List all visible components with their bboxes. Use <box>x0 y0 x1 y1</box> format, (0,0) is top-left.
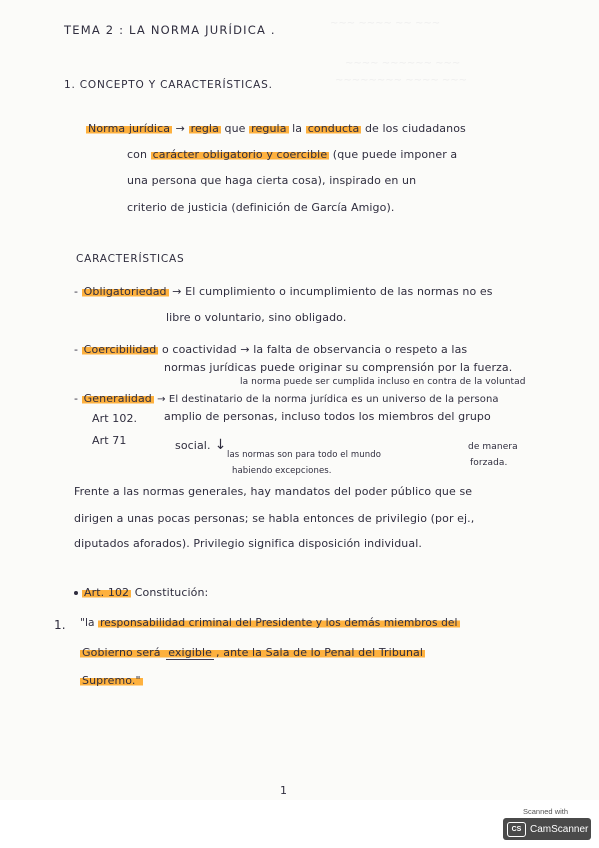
quote-line-1: "la responsabilidad criminal del Presidente y los demás miembros del <box>80 617 458 629</box>
show-through-text: ~~~~~~~~ ~~~~ ~~~ <box>335 75 468 86</box>
generalidad-right-note-1: de manera <box>468 442 518 452</box>
highlight-quote: , ante la Sala de lo Penal del Tribunal <box>216 646 424 659</box>
underlined-word: exigible <box>168 646 213 659</box>
highlight-word: conducta <box>307 122 360 135</box>
article-number: 1. <box>54 618 66 632</box>
highlight-term: Obligatoriedad <box>83 285 167 298</box>
camscanner-logo-pill <box>503 818 591 840</box>
characteristic-obligatoriedad: - Obligatoriedad → El cumplimiento o incumplimiento de las normas no es <box>74 285 493 298</box>
section-heading: 1. CONCEPTO Y CARACTERÍSTICAS. <box>64 79 273 91</box>
definition-line-2: con carácter obligatorio y coercible (que puede imponer a <box>127 148 458 161</box>
definition-line-4: criterio de justicia (definición de García Amigo). <box>127 201 395 214</box>
highlight-quote: responsabilidad criminal del Presidente y los demás miembros del <box>100 617 458 629</box>
show-through-text: ~~~ ~~~~ ~~ ~~~ <box>330 18 441 29</box>
highlight-quote: Supremo." <box>82 674 141 687</box>
camscanner-logo-icon: CS <box>507 822 526 837</box>
quote-line-2 <box>80 646 425 659</box>
highlight-word: regula <box>251 122 287 135</box>
page-number: 1 <box>280 784 288 797</box>
down-arrow-icon: ↓ <box>214 437 227 453</box>
article-heading: Art. 102 Constitución: <box>74 586 208 599</box>
highlight-term: Norma jurídica <box>88 122 171 135</box>
characteristic-generalidad-cont: amplio de personas, incluso todos los miembros del grupo <box>164 410 491 423</box>
show-through-text: ~~~~ ~~~~~~ ~~~ <box>345 58 461 69</box>
margin-note-art-102: Art 102. <box>92 412 138 425</box>
bullet-dot-icon <box>74 591 78 595</box>
note-title: TEMA 2 : LA NORMA JURÍDICA . <box>64 23 276 37</box>
characteristic-obligatoriedad-cont: libre o voluntario, sino obligado. <box>166 311 347 324</box>
characteristic-coercibilidad-cont: normas jurídicas puede originar su comprensión por la fuerza. <box>164 361 513 374</box>
paragraph-line-3: diputados aforados). Privilegio significa disposición individual. <box>74 537 422 550</box>
margin-note-art-71: Art 71 <box>92 434 127 447</box>
characteristic-coercibilidad-note: la norma puede ser cumplida incluso en contra de la voluntad <box>240 377 526 387</box>
generalidad-subnote-2: habiendo excepciones. <box>232 466 332 476</box>
paragraph-line-2: dirigen a unas pocas personas; se habla entonces de privilegio (por ej., <box>74 512 475 525</box>
highlight-term: Coercibilidad <box>83 343 157 356</box>
quote-line-3 <box>80 674 143 687</box>
paragraph-line-1: Frente a las normas generales, hay mandatos del poder público que se <box>74 485 473 498</box>
generalidad-right-note-2: forzada. <box>470 458 508 468</box>
highlight-phrase: carácter obligatorio y coercible <box>152 148 328 161</box>
highlight-quote: Gobierno será <box>82 646 165 659</box>
highlight-article: Art. 102 <box>84 586 130 599</box>
characteristic-coercibilidad: - Coercibilidad o coactividad → la falta de observancia o respeto a las <box>74 343 468 356</box>
camscanner-badge <box>503 805 591 843</box>
scanned-with-label: Scanned with <box>523 807 569 816</box>
definition-line-3: una persona que haga cierta cosa), inspirado en un <box>127 174 417 187</box>
characteristic-generalidad-social: social. ↓ <box>175 437 227 453</box>
characteristics-heading: CARACTERÍSTICAS <box>76 253 185 265</box>
highlight-term: Generalidad <box>83 392 152 405</box>
highlight-word: regla <box>190 122 219 135</box>
characteristic-generalidad: - Generalidad → El destinatario de la norma jurídica es un universo de la persona <box>74 392 499 405</box>
camscanner-app-name: CamScanner <box>530 823 589 835</box>
definition-line-1: Norma jurídica → regla que regula la conducta de los ciudadanos <box>88 122 466 135</box>
generalidad-subnote-1: las normas son para todo el mundo <box>227 450 382 460</box>
